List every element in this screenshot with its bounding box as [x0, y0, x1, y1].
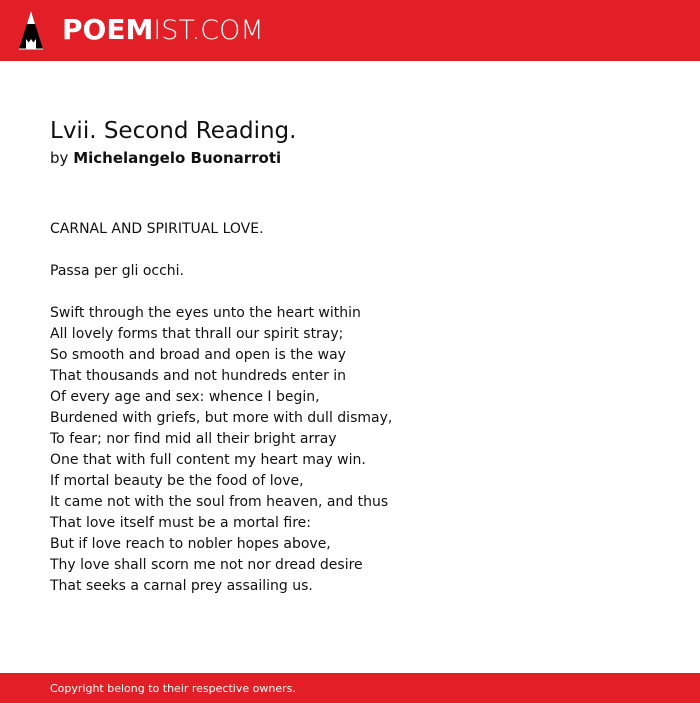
- copyright-text: Copyright belong to their respective owners.: [50, 682, 296, 695]
- poem-line: Burdened with griefs, but more with dull dismay,: [50, 410, 393, 426]
- poem-line: That seeks a carnal prey assailing us.: [50, 578, 313, 594]
- poem-line: Swift through the eyes unto the heart within: [50, 305, 361, 321]
- poem-byline: [50, 148, 660, 168]
- poem-blank-line: [50, 240, 660, 261]
- site-logo-text: [62, 8, 264, 53]
- poem-blank-line: [50, 282, 660, 303]
- poem-line: To fear; nor find mid all their bright array: [50, 431, 337, 447]
- site-header: [0, 0, 700, 61]
- poem-line: If mortal beauty be the food of love,: [50, 473, 304, 489]
- poem-text: [50, 219, 660, 597]
- poem-line: That thousands and not hundreds enter in: [50, 368, 347, 384]
- site-footer: [0, 673, 700, 703]
- pencil-icon: [18, 8, 44, 52]
- poem-author: Michelangelo Buonarroti: [73, 149, 282, 167]
- poem-line: So smooth and broad and open is the way: [50, 347, 346, 363]
- poem-line: Thy love shall scorn me not nor dread desire: [50, 557, 363, 573]
- site-logo-link[interactable]: [18, 8, 264, 52]
- logo-strong-text: POEM: [62, 12, 154, 46]
- poem-line: It came not with the soul from heaven, and thus: [50, 494, 389, 510]
- poem-line: All lovely forms that thrall our spirit stray;: [50, 326, 344, 342]
- poem-title: Lvii. Second Reading.: [50, 118, 297, 144]
- poem-subtitle: Passa per gli occhi.: [50, 263, 185, 279]
- logo-light-text: IST.COM: [153, 14, 264, 46]
- poem-line: That love itself must be a mortal fire:: [50, 515, 311, 531]
- poem-heading: CARNAL AND SPIRITUAL LOVE.: [50, 221, 264, 237]
- poem-line: One that with full content my heart may win.: [50, 452, 366, 468]
- poem-content: [50, 116, 660, 597]
- byline-prefix: by: [50, 149, 69, 167]
- poem-line: Of every age and sex: whence I begin,: [50, 389, 320, 405]
- poem-line: But if love reach to nobler hopes above,: [50, 536, 331, 552]
